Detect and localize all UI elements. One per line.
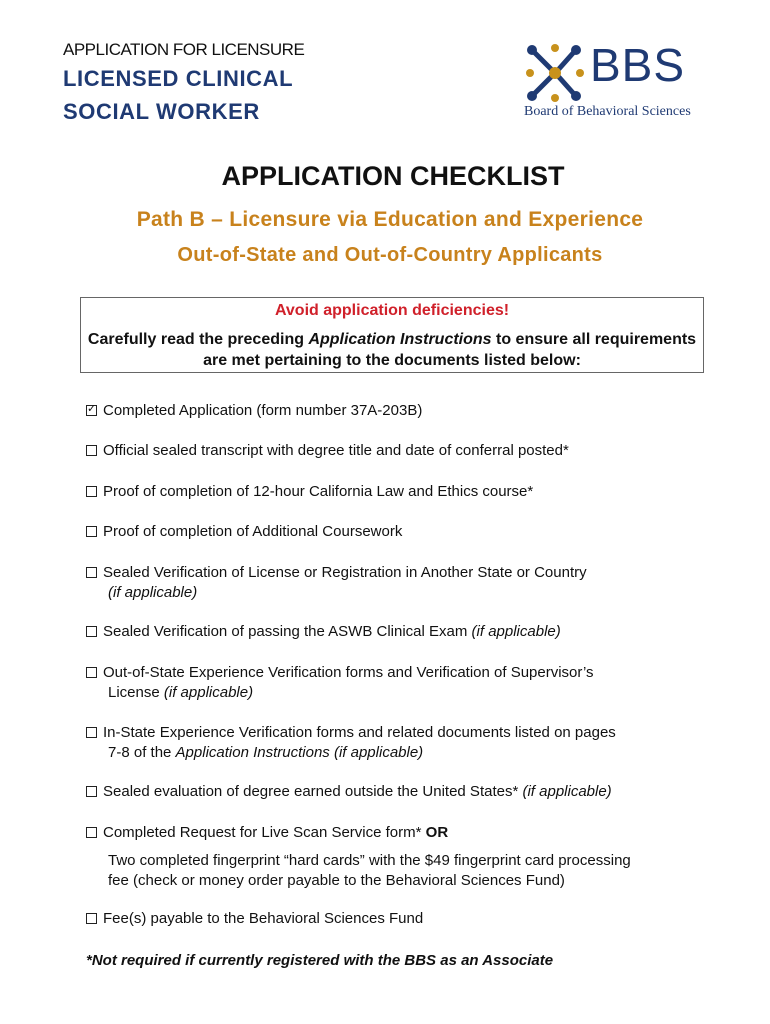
notice-pre: Carefully read the preceding [87,331,309,348]
item-qualifier: Application Instructions (if applicable) [175,744,424,761]
checklist-item[interactable] [86,482,533,502]
notice-instructions [81,329,703,371]
header-license-line1: LICENSED CLINICAL [63,66,294,91]
item-text: Proof of completion of 12-hour California Law and Ethics course* [103,483,534,500]
checkbox[interactable] [86,626,97,637]
footnote: *Not required if currently registered with the BBS as an Associate [86,952,554,969]
checklist-item[interactable] [86,522,402,542]
checklist-item[interactable] [86,909,423,929]
item-text: Completed Application (form number 37A-203B) [103,402,423,419]
bbs-logo [522,40,722,124]
checklist-item[interactable] [86,663,594,703]
checkbox[interactable] [86,526,97,537]
item-text: Out-of-State Experience Verification forms and Verification of Supervisor’s [103,664,594,681]
checkbox[interactable] [86,786,97,797]
checkbox[interactable] [86,567,97,578]
item-qualifier: (if applicable) [108,584,198,601]
checkbox[interactable] [86,727,97,738]
item-text: Fee(s) payable to the Behavioral Sciences Fund [103,910,424,927]
checkbox[interactable] [86,913,97,924]
checklist-item[interactable] [86,401,422,421]
item-qualifier: (if applicable) [163,684,254,701]
checkbox[interactable] [86,405,97,416]
checklist-item[interactable] [86,441,569,461]
checklist-item[interactable] [86,782,612,802]
checklist-item[interactable] [86,563,587,603]
item-text: Sealed Verification of passing the ASWB Clinical Exam [103,623,472,640]
applicants-subtitle: Out-of-State and Out-of-Country Applicants [177,244,603,266]
item-qualifier: (if applicable) [471,623,561,640]
bbs-logo-tagline: Board of Behavioral Sciences [524,104,691,119]
checkbox[interactable] [86,827,97,838]
item-or: OR [425,824,449,841]
item-text: In-State Experience Verification forms and related documents listed on pages [103,724,616,741]
item-alternative: Two completed fingerprint “hard cards” with the $49 fingerprint card processing fee (check or money order payable to the Behavioral Sciences Fund) [108,852,631,889]
checkbox[interactable] [86,486,97,497]
item-text: Completed Request for Live Scan Service form* [103,824,426,841]
header-application-type: APPLICATION FOR LICENSURE [63,40,305,59]
page-title: APPLICATION CHECKLIST [221,161,565,191]
item-qualifier: (if applicable) [522,783,612,800]
notice-box [80,297,704,373]
checklist-item[interactable] [86,622,561,642]
notice-post: to ensure all requirements are met pertaining to the documents listed below: [203,331,697,369]
item-text: Sealed evaluation of degree earned outside the United States* [103,783,523,800]
item-text-cont: 7-8 of the [108,744,176,761]
item-text: Proof of completion of Additional Coursework [103,523,403,540]
checkbox[interactable] [86,667,97,678]
bbs-logo-text: BBS [590,39,686,91]
path-subtitle: Path B – Licensure via Education and Experience [136,208,644,231]
checklist-item[interactable] [86,823,631,891]
checkbox[interactable] [86,445,97,456]
bbs-network-icon [524,44,586,102]
checklist-item[interactable] [86,723,616,763]
item-text: Official sealed transcript with degree title and date of conferral posted* [103,442,569,459]
notice-emph: Application Instructions [308,331,492,348]
deficiency-warning: Avoid application deficiencies! [274,302,510,319]
item-text: Sealed Verification of License or Registration in Another State or Country [103,564,587,581]
header-license-line2: SOCIAL WORKER [63,99,260,124]
item-text-cont: License [108,684,164,701]
